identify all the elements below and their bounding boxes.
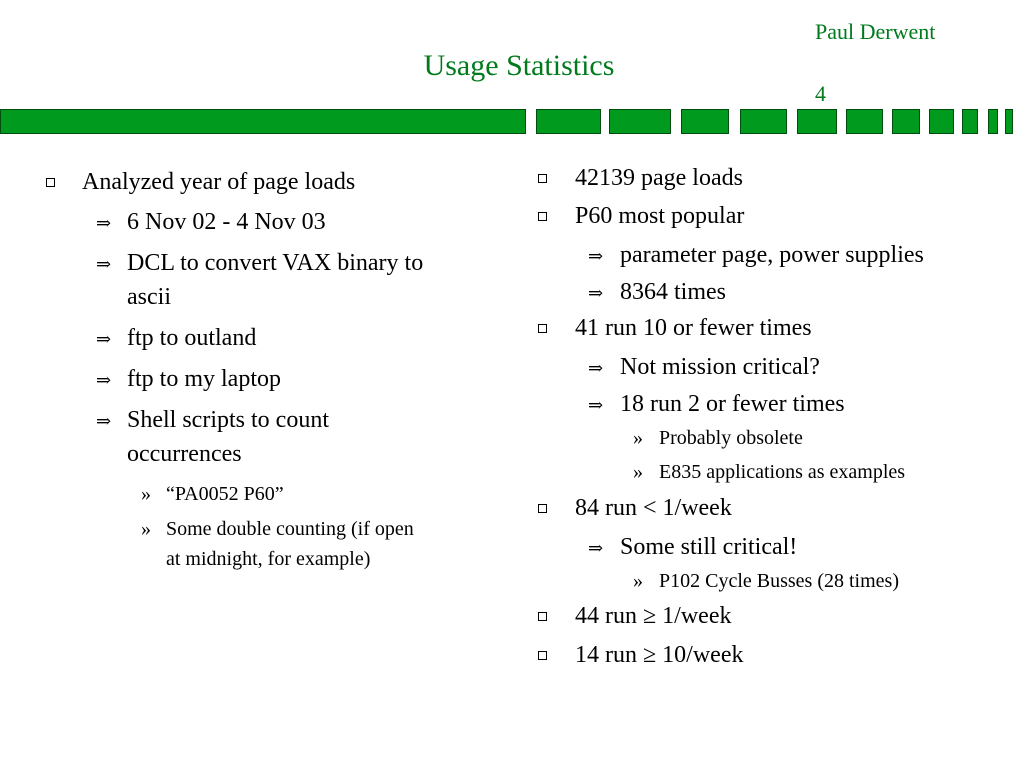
- bullet-text: 14 run ≥ 10/week: [575, 642, 744, 668]
- double-arrow-bullet-icon: ⇒: [588, 283, 604, 303]
- bar-segment: [929, 109, 954, 134]
- bar-segment: [0, 109, 526, 134]
- hollow-square-bullet-icon: [538, 612, 547, 621]
- bullet-text: occurrences: [127, 441, 242, 467]
- bullet-text: ascii: [127, 284, 171, 310]
- double-arrow-bullet-icon: ⇒: [588, 395, 604, 415]
- bar-segment: [988, 109, 998, 134]
- hollow-square-bullet-icon: [46, 178, 55, 187]
- bullet-text: at midnight, for example): [166, 548, 371, 570]
- bullet-text: Analyzed year of page loads: [82, 169, 356, 195]
- hollow-square-bullet-icon: [538, 651, 547, 660]
- hollow-square-bullet-icon: [538, 212, 547, 221]
- slide-title: Usage Statistics: [423, 49, 615, 82]
- bullet-text: 18 run 2 or fewer times: [620, 391, 845, 417]
- bullet-text: 42139 page loads: [575, 165, 743, 191]
- bullet-text: E835 applications as examples: [659, 461, 906, 483]
- bar-segment: [797, 109, 837, 134]
- bar-segment: [536, 109, 601, 134]
- double-arrow-bullet-icon: ⇒: [588, 538, 604, 558]
- bullet-text: P102 Cycle Busses (28 times): [659, 570, 899, 592]
- bullet-text: 8364 times: [620, 279, 726, 305]
- bullet-text: ftp to my laptop: [127, 366, 281, 392]
- hollow-square-bullet-icon: [538, 504, 547, 513]
- double-arrow-bullet-icon: ⇒: [96, 213, 112, 233]
- double-arrow-bullet-icon: ⇒: [96, 411, 112, 431]
- bullet-text: Shell scripts to count: [127, 407, 329, 433]
- bullet-text: Probably obsolete: [659, 427, 803, 449]
- raquo-bullet-icon: »: [141, 483, 151, 505]
- raquo-bullet-icon: »: [633, 427, 643, 449]
- bullet-text: 6 Nov 02 - 4 Nov 03: [127, 209, 326, 235]
- bar-segment: [609, 109, 671, 134]
- decorative-header-bar: [0, 109, 1024, 136]
- bar-segment: [892, 109, 920, 134]
- bullet-text: DCL to convert VAX binary to: [127, 250, 424, 276]
- author-name: Paul Derwent: [815, 19, 936, 44]
- bar-segment: [681, 109, 729, 134]
- raquo-bullet-icon: »: [141, 518, 151, 540]
- bullet-text: Some still critical!: [620, 534, 798, 560]
- bullet-text: 84 run < 1/week: [575, 495, 732, 521]
- hollow-square-bullet-icon: [538, 324, 547, 333]
- bullet-text: Not mission critical?: [620, 354, 820, 380]
- double-arrow-bullet-icon: ⇒: [96, 254, 112, 274]
- bullet-text: 44 run ≥ 1/week: [575, 603, 732, 629]
- bar-segment: [740, 109, 787, 134]
- bullet-text: 41 run 10 or fewer times: [575, 315, 812, 341]
- bullet-text: P60 most popular: [575, 203, 745, 229]
- bullet-text: parameter page, power supplies: [620, 242, 924, 268]
- bullet-text: Some double counting (if open: [166, 518, 414, 540]
- bar-segment: [846, 109, 883, 134]
- bar-segment: [962, 109, 978, 134]
- raquo-bullet-icon: »: [633, 570, 643, 592]
- double-arrow-bullet-icon: ⇒: [96, 329, 112, 349]
- double-arrow-bullet-icon: ⇒: [96, 370, 112, 390]
- hollow-square-bullet-icon: [538, 174, 547, 183]
- bullet-text: “PA0052 P60”: [166, 483, 284, 505]
- page-number: 4: [815, 81, 826, 106]
- raquo-bullet-icon: »: [633, 461, 643, 483]
- bar-segment: [1005, 109, 1013, 134]
- double-arrow-bullet-icon: ⇒: [588, 358, 604, 378]
- double-arrow-bullet-icon: ⇒: [588, 246, 604, 266]
- bullet-text: ftp to outland: [127, 325, 257, 351]
